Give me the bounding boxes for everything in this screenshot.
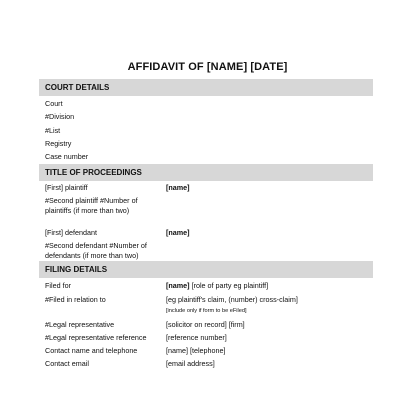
field-value-email: [email address] [166, 359, 215, 368]
field-value-first-plaintiff: [name] [166, 183, 190, 192]
filed-for-role: [role of party eg plaintiff] [189, 281, 269, 290]
section-heading-court-details: COURT DETAILS [39, 79, 373, 96]
field-label-filed-in-relation: #Filed in relation to [45, 295, 106, 304]
field-label-legal-rep-ref: #Legal representative reference [45, 333, 147, 342]
second-plaintiff-line2: plaintiffs (if more than two) [45, 205, 130, 215]
field-label-email: Contact email [45, 359, 89, 368]
document-title: AFFIDAVIT OF [NAME] [DATE] [127, 61, 288, 73]
filed-for-name: [name] [166, 281, 190, 290]
field-note-filed-in-relation: [include only if form to be eFiled] [166, 308, 247, 314]
field-label-court: Court [45, 99, 63, 108]
field-label-division: #Division [45, 112, 75, 121]
field-value-legal-rep: [solicitor on record] [firm] [166, 320, 245, 329]
field-label-second-plaintiff [45, 196, 138, 215]
field-value-filed-in-relation: [eg plaintiff's claim, (number) cross-claim] [166, 295, 298, 304]
field-label-list: #List [45, 126, 61, 135]
field-label-case-number: Case number [45, 152, 89, 161]
second-defendant-line1: #Second defendant #Number of [45, 241, 147, 250]
field-value-contact: [name] [telephone] [166, 346, 226, 355]
field-value-first-defendant: [name] [166, 228, 190, 237]
field-value-legal-rep-ref: [reference number] [166, 333, 227, 342]
field-label-legal-rep: #Legal representative [45, 320, 115, 329]
field-label-contact: Contact name and telephone [45, 346, 138, 355]
field-value-filed-for [166, 281, 268, 291]
section-heading-title-of-proceedings: TITLE OF PROCEEDINGS [39, 164, 373, 181]
second-plaintiff-line1: #Second plaintiff #Number of [45, 196, 138, 205]
field-label-filed-for: Filed for [45, 281, 71, 290]
field-label-first-defendant: [First] defendant [45, 228, 97, 237]
field-label-first-plaintiff: [First] plaintiff [45, 183, 88, 192]
section-heading-filing-details: FILING DETAILS [39, 261, 373, 278]
second-defendant-line2: defendants (if more than two) [45, 250, 139, 260]
field-label-second-defendant [45, 241, 147, 260]
field-label-registry: Registry [45, 139, 72, 148]
